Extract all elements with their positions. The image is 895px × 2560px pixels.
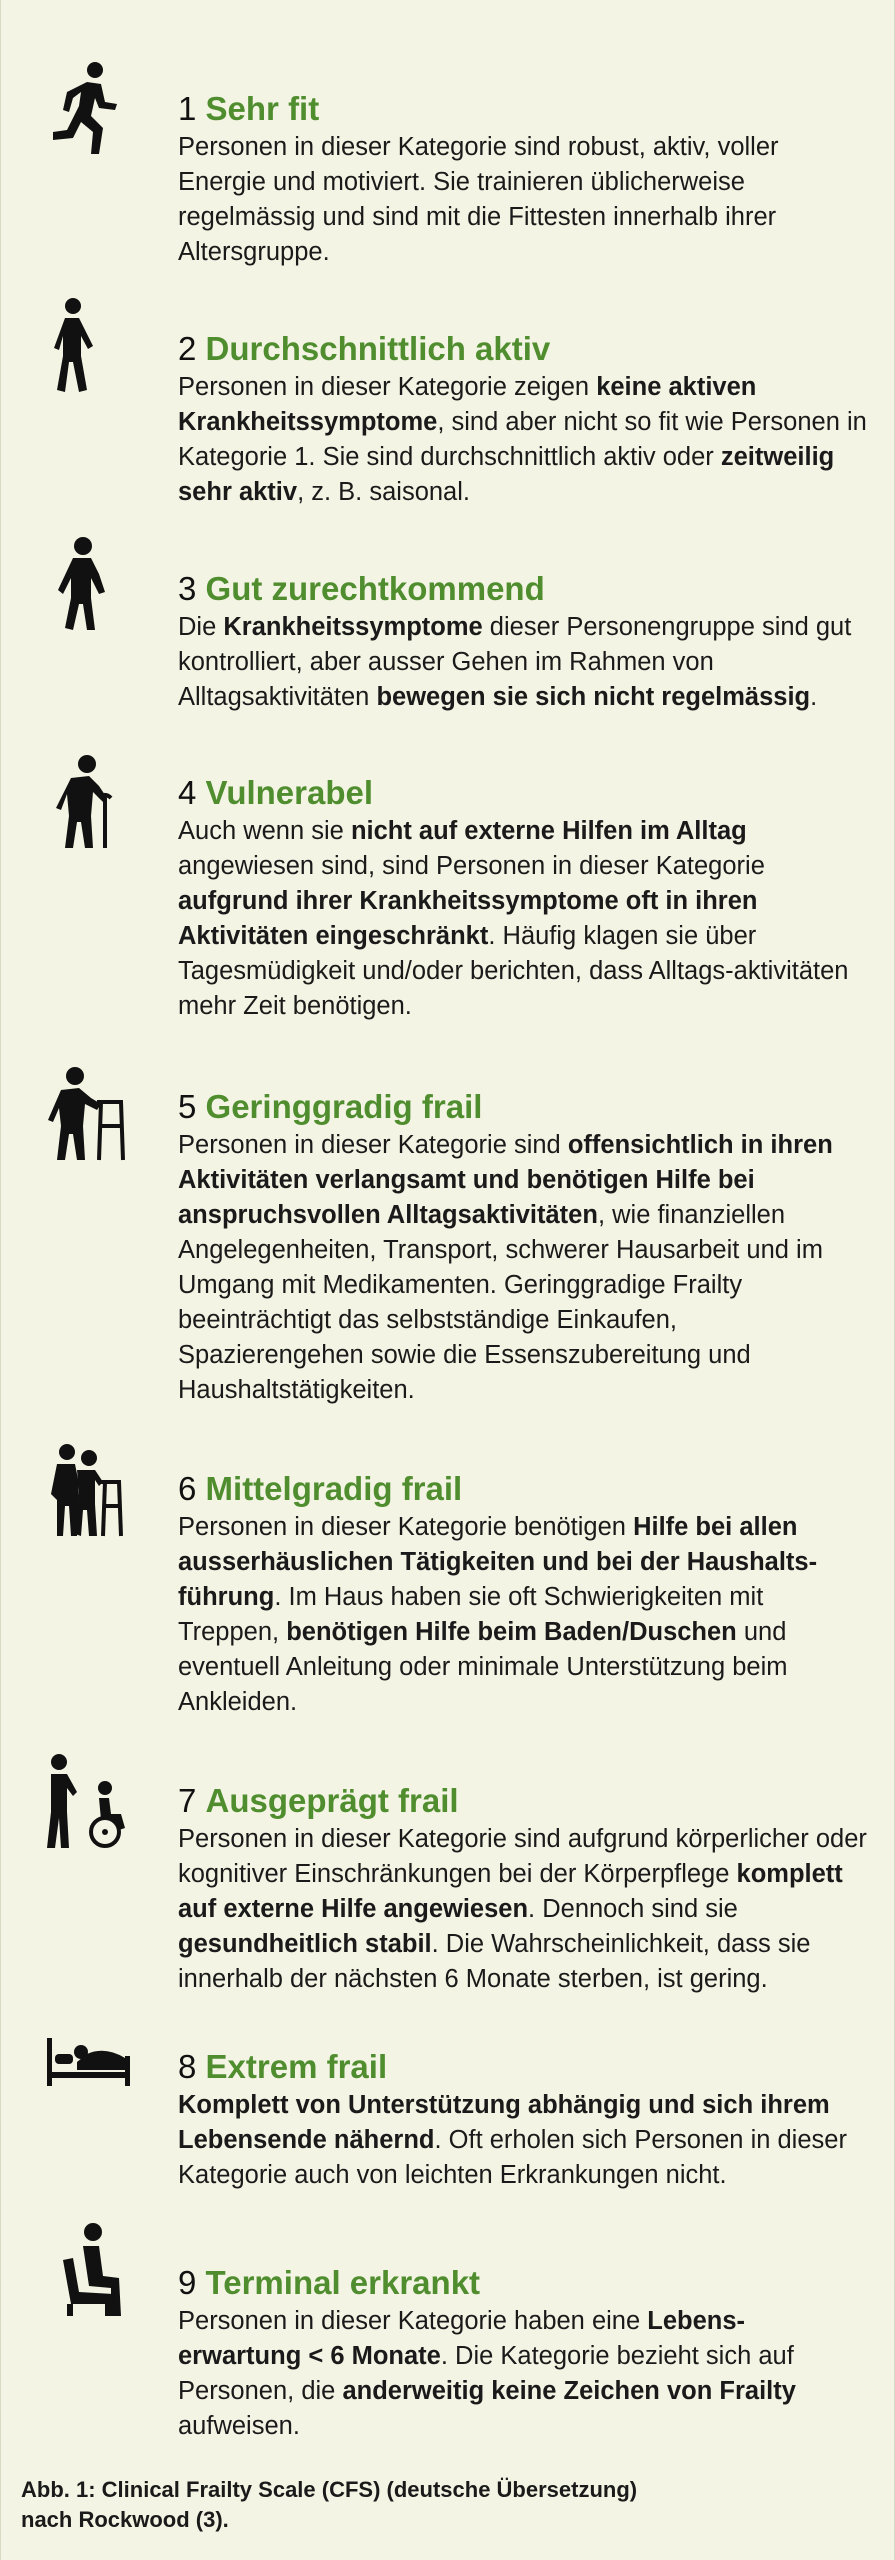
entry-heading [178, 2048, 868, 2086]
entry-title: Durchschnittlich aktiv [205, 330, 551, 367]
emphasis-text: Lebens-erwartung < 6 Monate [178, 2307, 746, 2370]
body-text: , z. B. saisonal. [297, 478, 470, 506]
entry-heading [178, 2264, 868, 2302]
body-text: aufweisen. [178, 2412, 300, 2440]
entry-description [178, 370, 868, 510]
entry-description [178, 1822, 868, 1997]
running-person-icon [43, 58, 133, 158]
body-text: . Dennoch sind sie [528, 1895, 738, 1923]
entry-title: Mittelgradig frail [205, 1470, 463, 1507]
emphasis-text: Hilfe bei allen ausserhäuslichen Tätigkeiten und bei der Haushalts-führung [178, 1513, 818, 1611]
body-text: . Die Kategorie bezieht sich auf Personen, die [178, 2342, 794, 2405]
entry-title: Sehr fit [205, 90, 320, 127]
body-text: angewiesen sind, sind Personen in dieser Kategorie [178, 852, 765, 880]
body-text: . Die Wahrscheinlichkeit, dass sie innerhalb der nächsten 6 Monate sterben, ist gering. [178, 1930, 811, 1993]
entry-description [178, 814, 868, 1024]
body-text: . [810, 683, 818, 711]
body-text: , wie finanziellen Angelegenheiten, Transport, schwerer Hausarbeit und im Umgang mit Medikamenten. Geringgradige Frailty beeinträchtigt das selbstständige Einkaufen, Spazierengehen sowie die Essenszubereitung und Haushaltstätigkeiten. [178, 1201, 823, 1404]
entry-number: 2 [178, 330, 197, 367]
body-text: Personen in dieser Kategorie sind [178, 1131, 568, 1159]
person-with-cane-icon [43, 752, 133, 852]
assisted-person-with-walker-icon [43, 1440, 133, 1540]
entry-heading [178, 570, 868, 608]
caption-line-2: nach Rockwood (3). [21, 2507, 229, 2532]
body-text: . Häufig klagen sie über Tagesmüdigkeit und/oder berichten, dass Alltags-aktivitäten mehr Zeit benötigen. [178, 922, 849, 1020]
emphasis-text: Komplett von Unterstützung abhängig und sich ihrem Lebensende nähernd [178, 2091, 830, 2154]
wheelchair-with-caregiver-icon [43, 1752, 133, 1852]
entry-title: Ausgeprägt frail [205, 1782, 459, 1819]
entry-heading [178, 1782, 868, 1820]
emphasis-text: nicht auf externe Hilfen im Alltag [350, 817, 747, 845]
emphasis-text: bewegen sie sich nicht regelmässig [376, 683, 811, 711]
entry-heading [178, 1470, 868, 1508]
entry-description [178, 2304, 868, 2444]
entry-number: 3 [178, 570, 197, 607]
emphasis-text: komplett auf externe Hilfe angewiesen [178, 1860, 843, 1923]
body-text: , sind aber nicht so fit wie Personen in Kategorie 1. Sie sind durchschnittlich aktiv oder [178, 408, 867, 471]
emphasis-text: gesundheitlich stabil [178, 1930, 432, 1958]
figure-caption [21, 2475, 881, 2535]
caption-line-1: Abb. 1: Clinical Frailty Scale (CFS) (deutsche Übersetzung) [21, 2477, 638, 2502]
entry-description [178, 2088, 868, 2193]
entry-title: Vulnerabel [205, 774, 374, 811]
emphasis-text: zeitweilig sehr aktiv [178, 443, 835, 506]
entry-heading [178, 1088, 868, 1126]
entry-number: 9 [178, 2264, 197, 2301]
entry-title: Extrem frail [205, 2048, 388, 2085]
body-text: . Oft erholen sich Personen in dieser Kategorie auch von leichten Erkrankungen nicht. [178, 2126, 847, 2189]
entry-description [178, 1510, 868, 1720]
emphasis-text: anderweitig keine Zeichen von Frailty [342, 2377, 796, 2405]
entry-number: 6 [178, 1470, 197, 1507]
entry-number: 8 [178, 2048, 197, 2085]
entry-number: 7 [178, 1782, 197, 1819]
standing-person-icon [43, 534, 133, 634]
body-text: dieser Personengruppe sind gut kontrolliert, aber ausser Gehen im Rahmen von Alltagsaktivitäten [178, 613, 852, 711]
body-text: Auch wenn sie [178, 817, 351, 845]
body-text: Die [178, 613, 224, 641]
emphasis-text: aufgrund ihrer Krankheitssymptome oft in ihren Aktivitäten eingeschränkt [178, 887, 758, 950]
entry-title: Terminal erkrankt [205, 2264, 481, 2301]
entry-heading [178, 90, 868, 128]
person-in-bed-icon [43, 2032, 133, 2092]
entry-description [178, 1128, 868, 1408]
emphasis-text: benötigen Hilfe beim Baden/Duschen [286, 1618, 737, 1646]
entry-description [178, 610, 868, 715]
emphasis-text: Krankheitssymptome [223, 613, 483, 641]
body-text: Personen in dieser Kategorie benötigen [178, 1513, 634, 1541]
person-with-walker-icon [43, 1064, 133, 1164]
entry-title: Gut zurechtkommend [205, 570, 545, 607]
entry-heading [178, 330, 868, 368]
body-text: Personen in dieser Kategorie sind aufgrund körperlicher oder kognitiver Einschränkungen bei der Körperpflege [178, 1825, 867, 1888]
entry-description [178, 130, 868, 270]
entry-heading [178, 774, 868, 812]
entry-number: 4 [178, 774, 197, 811]
entry-title: Geringgradig frail [205, 1088, 483, 1125]
emphasis-text: offensichtlich in ihren Aktivitäten verlangsamt und benötigen Hilfe bei anspruchsvollen Alltagsaktivitäten [178, 1131, 833, 1229]
body-text: Personen in dieser Kategorie haben eine [178, 2307, 648, 2335]
entry-number: 5 [178, 1088, 197, 1125]
body-text: Personen in dieser Kategorie sind robust, aktiv, voller Energie und motiviert. Sie trainieren üblicherweise regelmässig und sind mit die Fittesten innerhalb ihrer Altersgruppe. [178, 133, 779, 266]
body-text: . Im Haus haben sie oft Schwierigkeiten mit Treppen, [178, 1583, 764, 1646]
walking-person-icon [43, 296, 133, 396]
entry-number: 1 [178, 90, 197, 127]
body-text: Personen in dieser Kategorie zeigen [178, 373, 597, 401]
person-in-armchair-icon [43, 2220, 133, 2320]
body-text: und eventuell Anleitung oder minimale Unterstützung beim Ankleiden. [178, 1618, 788, 1716]
emphasis-text: keine aktiven Krankheitssymptome [178, 373, 757, 436]
